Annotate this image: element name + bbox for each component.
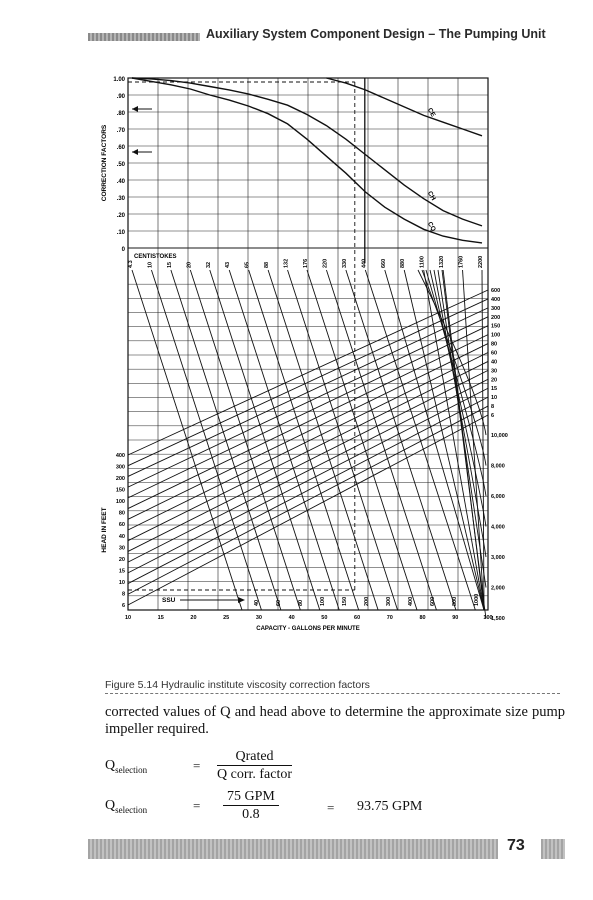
capacity-tick: 20 (190, 615, 197, 621)
centistokes-tick: 1760 (458, 255, 465, 268)
ssu-arrow-head (238, 597, 245, 603)
centistokes-tick: 65 (244, 261, 251, 268)
correction-factor-tick: .30 (116, 196, 125, 202)
centistokes-tick: 660 (380, 258, 387, 268)
centistokes-label: CENTISTOKES (134, 254, 177, 260)
correction-factor-tick: 0 (121, 247, 125, 253)
ssu-label: SSU (162, 597, 176, 604)
ssu-tick: 200 (364, 596, 370, 606)
series-label-cq: CQ (425, 220, 437, 233)
ssu-tick: 80 (298, 599, 304, 606)
body-paragraph: corrected values of Q and head above to determine the approximate size pump impeller required. (105, 704, 565, 737)
head-tick: 20 (118, 556, 125, 563)
capacity-curve (442, 270, 486, 618)
right-head-tick: 80 (491, 341, 498, 348)
capacity-tick: 80 (419, 615, 426, 621)
head-tick: 200 (115, 476, 125, 483)
ssu-tick: 60 (276, 599, 282, 606)
capacity-tick: 30 (255, 615, 262, 621)
right-head-tick: 200 (491, 314, 501, 321)
series-line-cq (132, 78, 482, 243)
series-line-ce (326, 78, 482, 136)
eq1-lhs: $Q_{selection}$ (105, 758, 148, 775)
right-head-tick: 6 (491, 413, 495, 419)
head-tick: 10 (118, 579, 125, 586)
centistokes-tick: 880 (400, 258, 407, 268)
centistokes-tick: 2200 (478, 255, 484, 268)
right-head-tick: 60 (491, 350, 498, 357)
centistokes-tick: 330 (341, 258, 348, 268)
correction-factor-tick: .50 (116, 162, 125, 168)
centistokes-tick: 4.3 (128, 260, 134, 268)
ssu-tick: 150 (342, 596, 348, 606)
right-head-tick: 20 (491, 377, 498, 384)
correction-factors-axis-label: CORRECTION FACTORS (101, 124, 108, 202)
centistokes-tick: 132 (283, 258, 290, 268)
centistokes-tick: 88 (264, 261, 271, 268)
right-head-tick: 400 (491, 296, 501, 303)
correction-factor-tick: .10 (116, 230, 125, 236)
correction-factor-tick: .60 (116, 145, 125, 151)
head-tick: 80 (118, 510, 125, 517)
eq1-fraction (217, 748, 292, 783)
right-head-tick: 300 (491, 305, 501, 312)
head-axis-label: HEAD IN FEET (101, 507, 108, 553)
eq2-denominator: 0.8 (242, 807, 260, 822)
figure-caption: Figure 5.14 Hydraulic institute viscosity correction factors (105, 679, 370, 691)
centistokes-tick: 1100 (419, 256, 426, 268)
centistokes-tick: 43 (225, 261, 232, 268)
ssu-tick: 100 (320, 596, 326, 606)
eq2-result: 93.75 GPM (357, 799, 423, 814)
capacity-tick: 90 (452, 615, 459, 621)
capacity-tick: 10 (124, 615, 132, 621)
eq2-equals-2: = (327, 800, 335, 815)
right-head-tick: 40 (491, 359, 498, 366)
series-label-ce: CE (425, 106, 437, 119)
right-head-tick: 100 (491, 332, 501, 339)
head-tick: 30 (118, 545, 125, 552)
capacity-tick: 100 (483, 615, 493, 621)
centistokes-tick: 440 (361, 258, 368, 268)
running-header: Auxiliary System Component Design – The Pumping Unit (206, 27, 546, 41)
right-head-tick: 150 (491, 323, 501, 330)
equation-1 (105, 748, 575, 788)
correction-factor-tick: 1.00 (113, 77, 125, 83)
right-head-tick: 600 (491, 288, 501, 294)
ssu-tick: 1000 (474, 593, 480, 606)
head-tick: 300 (115, 464, 125, 471)
centistokes-tick: 1320 (439, 255, 446, 268)
series-line-ch (132, 78, 482, 226)
equation-2 (105, 788, 575, 828)
head-tick: 150 (115, 487, 125, 494)
ssu-tick: 600 (430, 596, 436, 606)
centistokes-tick: 32 (205, 261, 212, 268)
ssu-tick: 300 (386, 596, 392, 606)
capacity-tick: 40 (288, 615, 295, 621)
head-tick: 60 (118, 522, 125, 529)
eq1-denominator: Q corr. factor (217, 767, 293, 782)
capacity-axis-label: CAPACITY - GALLONS PER MINUTE (256, 626, 360, 632)
series-label-ch: CH (425, 190, 437, 202)
eq1-equals: = (193, 758, 201, 773)
centistokes-tick: 176 (303, 258, 309, 268)
arrow-cq-head (132, 149, 138, 155)
correction-factor-tick: .80 (116, 111, 125, 117)
right-head-tick: 8 (491, 404, 495, 411)
head-tick: 15 (118, 568, 125, 575)
centistokes-tick: 220 (322, 258, 329, 268)
correction-factor-tick: .90 (116, 94, 125, 100)
caption-rule (105, 693, 560, 694)
arrow-ch-head (132, 106, 138, 112)
head-tick: 400 (115, 453, 125, 459)
eq2-fraction (223, 788, 279, 823)
head-tick: 8 (121, 591, 125, 598)
right-capacity-tick: 3,000 (491, 555, 505, 561)
eq1-numerator: Qrated (217, 748, 292, 766)
correction-factor-tick: .40 (116, 179, 125, 185)
centistokes-tick: 20 (186, 261, 193, 268)
eq2-lhs: $Q_{selection}$ (105, 798, 148, 815)
ssu-tick: 40 (254, 599, 260, 606)
footer-bar (88, 839, 498, 859)
right-capacity-tick: 8,000 (491, 463, 505, 470)
head-tick: 40 (118, 533, 125, 540)
capacity-tick: 15 (157, 615, 164, 621)
right-capacity-tick: 1,500 (491, 616, 505, 622)
right-head-tick: 15 (491, 386, 498, 393)
right-capacity-tick: 6,000 (491, 494, 505, 500)
footer-tab (541, 839, 565, 859)
correction-factor-tick: .20 (116, 213, 125, 219)
capacity-tick: 70 (386, 615, 393, 621)
page-number: 73 (507, 837, 525, 854)
head-tick: 100 (115, 499, 125, 506)
header-bar (88, 33, 200, 41)
head-tick: 6 (121, 603, 125, 609)
centistokes-tick: 10 (147, 261, 154, 268)
centistokes-tick: 15 (166, 261, 173, 268)
viscosity-correction-chart (96, 70, 506, 670)
eq2-equals: = (193, 798, 201, 813)
ssu-tick: 800 (452, 596, 458, 606)
right-capacity-tick: 2,000 (491, 585, 505, 592)
right-head-tick: 10 (491, 395, 498, 402)
right-capacity-tick: 4,000 (491, 524, 505, 531)
correction-factor-tick: .70 (116, 128, 125, 134)
capacity-tick: 50 (321, 615, 328, 621)
capacity-tick: 60 (354, 615, 361, 621)
ssu-tick: 400 (408, 596, 414, 606)
eq2-numerator: 75 GPM (223, 788, 279, 806)
right-capacity-tick: 10,000 (491, 433, 508, 439)
right-head-tick: 30 (491, 368, 498, 375)
capacity-tick: 25 (223, 615, 230, 621)
